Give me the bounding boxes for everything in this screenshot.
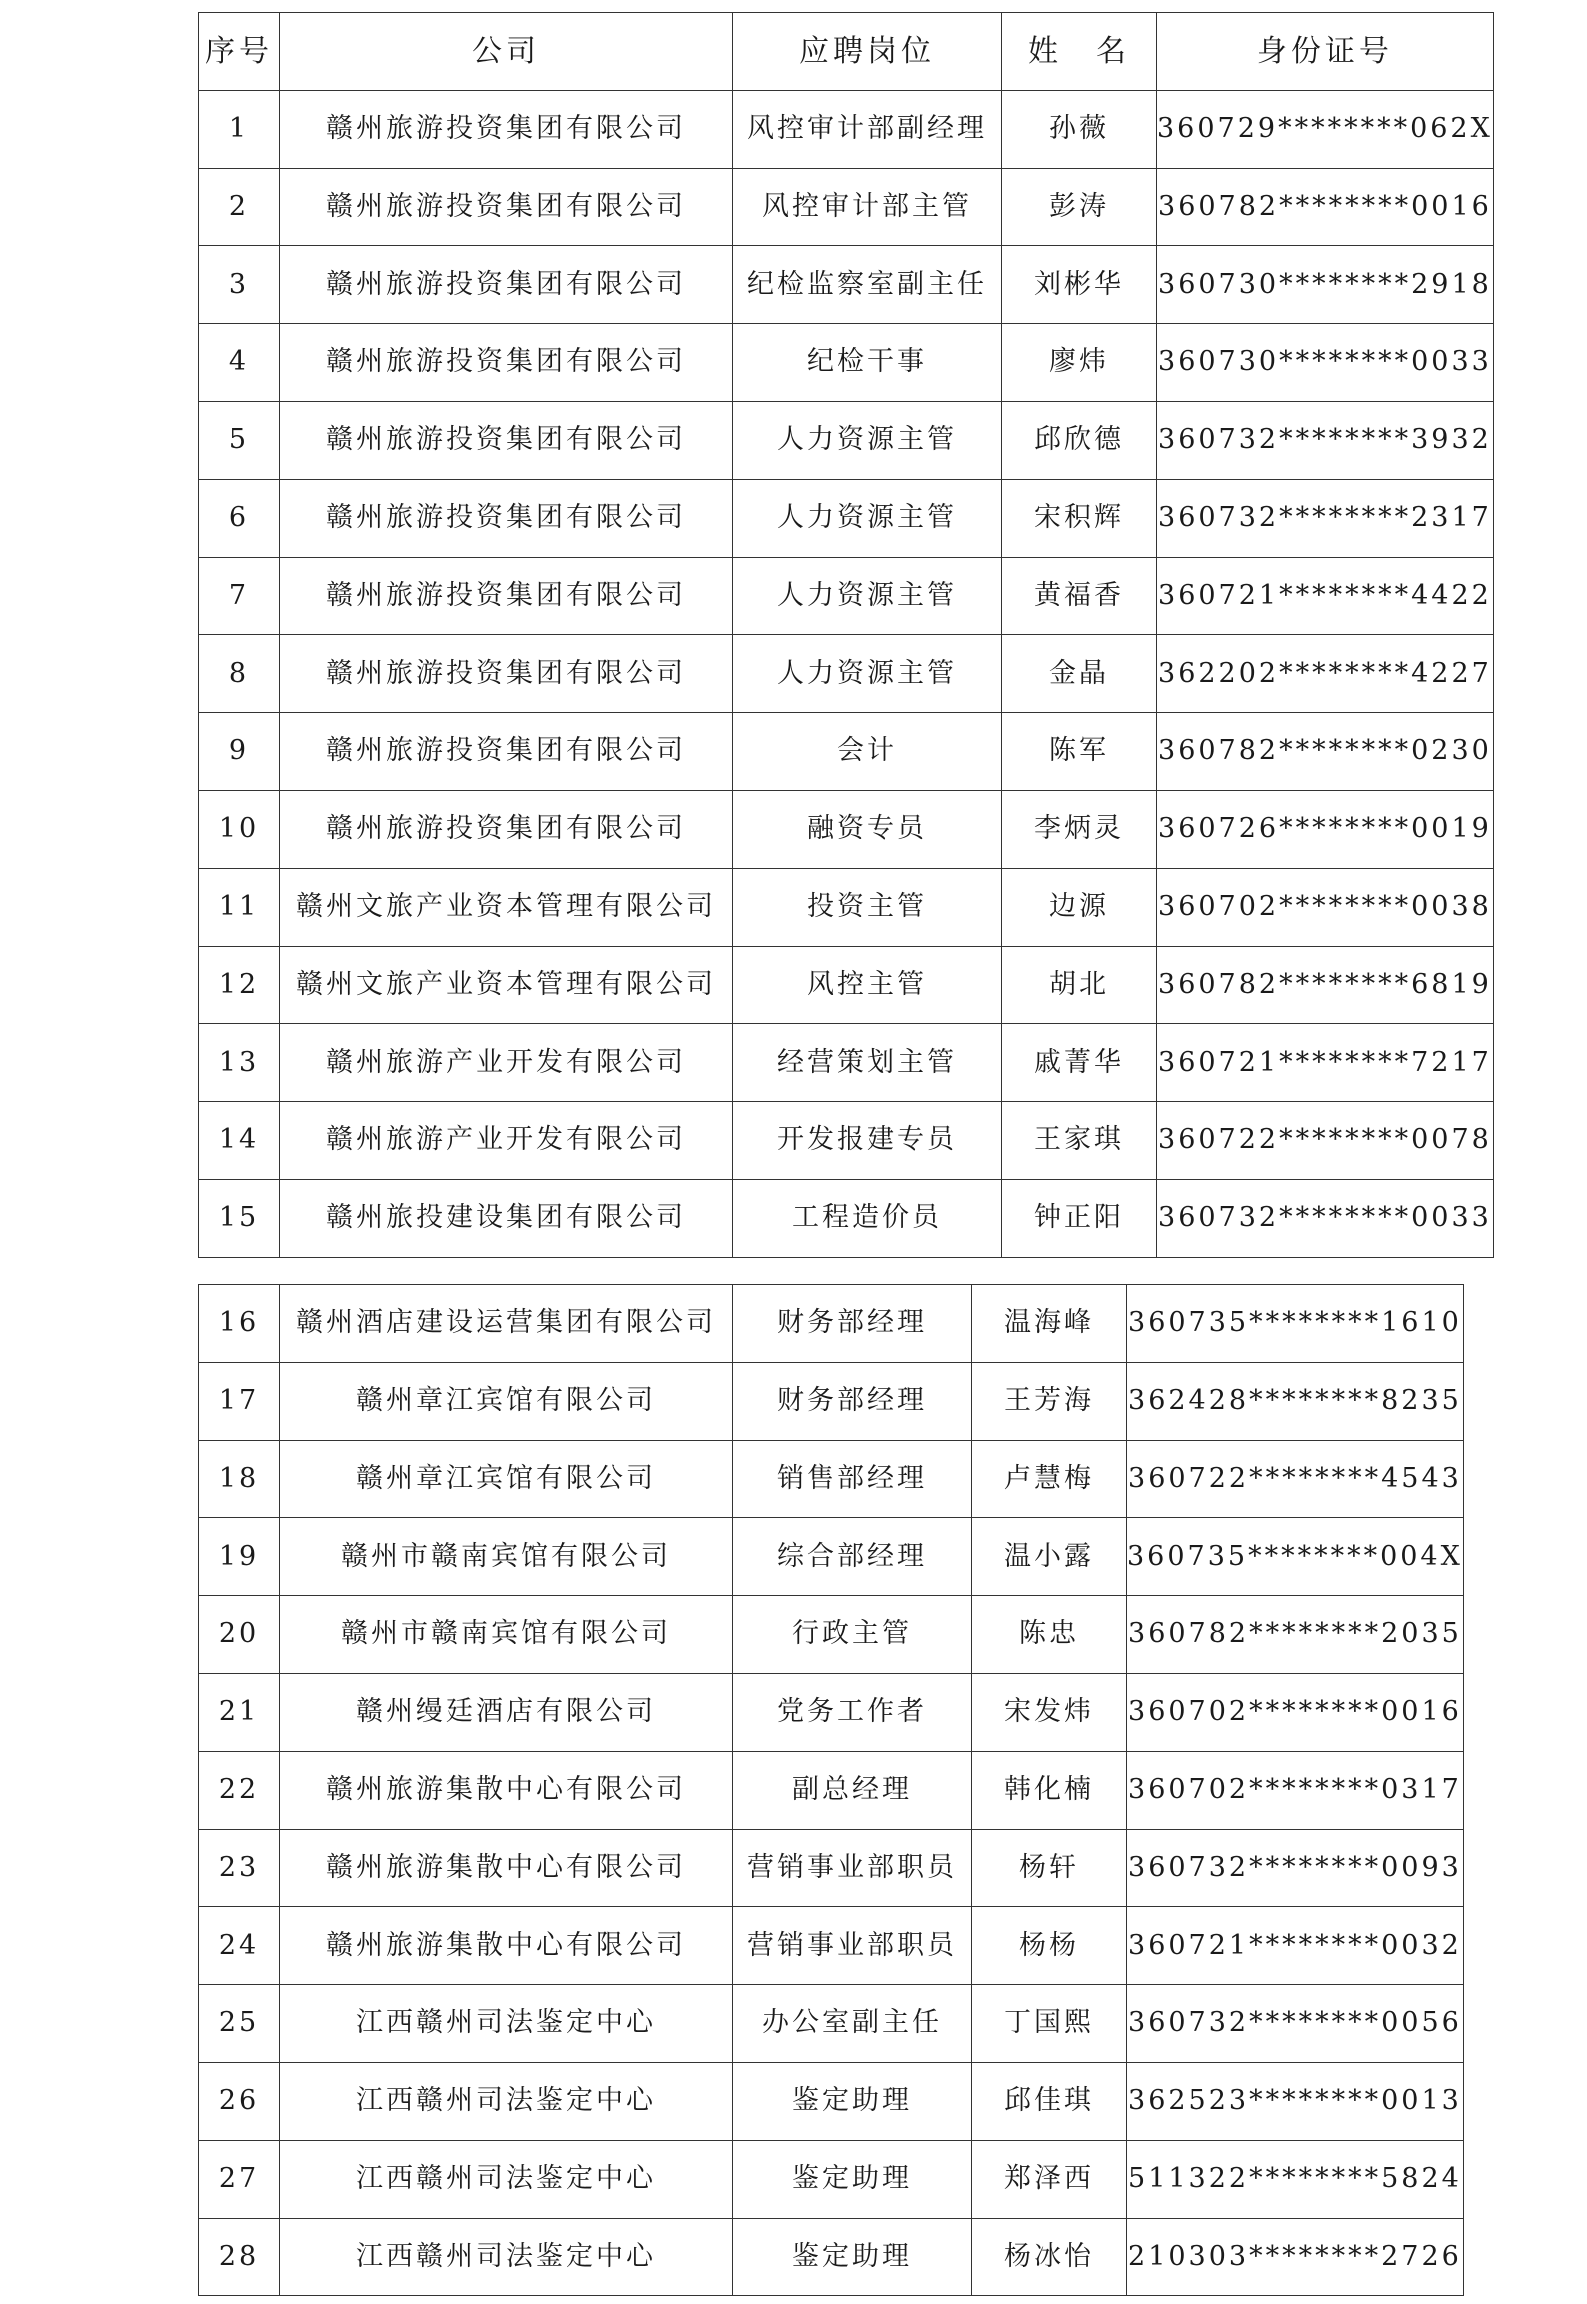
table-row xyxy=(199,1024,1494,1102)
header-name: 姓 名 xyxy=(1002,13,1157,91)
cell-company: 赣州旅游投资集团有限公司 xyxy=(280,324,733,402)
table-row xyxy=(199,1362,1464,1440)
cell-id-number: 360735********004X xyxy=(1127,1518,1464,1596)
cell-name: 刘彬华 xyxy=(1002,246,1157,324)
cell-position: 财务部经理 xyxy=(733,1285,972,1363)
cell-company: 赣州章江宾馆有限公司 xyxy=(280,1362,733,1440)
cell-company: 赣州旅游产业开发有限公司 xyxy=(280,1102,733,1180)
position-text: 营销事业部职员 xyxy=(747,1851,957,1883)
cell-position: 经营策划主管 xyxy=(733,1024,1002,1102)
cell-id-number: 360732********3932 xyxy=(1157,401,1494,479)
table-row xyxy=(199,1285,1464,1363)
cell-seq: 23 xyxy=(199,1829,280,1907)
cell-name: 邱欣德 xyxy=(1002,401,1157,479)
cell-seq: 20 xyxy=(199,1596,280,1674)
cell-company: 赣州旅游投资集团有限公司 xyxy=(280,246,733,324)
cell-company: 赣州旅游投资集团有限公司 xyxy=(280,790,733,868)
cell-company: 江西赣州司法鉴定中心 xyxy=(280,2062,733,2140)
cell-id-number: 360721********0032 xyxy=(1127,1907,1464,1985)
header-company: 公司 xyxy=(280,13,733,91)
cell-position: 行政主管 xyxy=(733,1596,972,1674)
cell-id-number: 360721********7217 xyxy=(1157,1024,1494,1102)
cell-company: 赣州旅游集散中心有限公司 xyxy=(280,1907,733,1985)
cell-name: 廖炜 xyxy=(1002,324,1157,402)
table-row xyxy=(199,1673,1464,1751)
cell-seq: 14 xyxy=(199,1102,280,1180)
cell-name: 卢慧梅 xyxy=(972,1440,1127,1518)
cell-position xyxy=(733,246,1002,324)
cell-name: 杨冰怡 xyxy=(972,2218,1127,2296)
cell-id-number: 360729********062X xyxy=(1157,90,1494,168)
position-text: 纪检监察室副主任 xyxy=(747,268,987,300)
cell-company: 赣州旅游投资集团有限公司 xyxy=(280,557,733,635)
cell-name: 丁国熙 xyxy=(972,1985,1127,2063)
position-text: 风控审计部主管 xyxy=(762,190,972,222)
table-row xyxy=(199,1179,1494,1257)
cell-position: 人力资源主管 xyxy=(733,479,1002,557)
table-row xyxy=(199,1829,1464,1907)
cell-seq: 1 xyxy=(199,90,280,168)
cell-company: 赣州酒店建设运营集团有限公司 xyxy=(280,1285,733,1363)
table-row xyxy=(199,1518,1464,1596)
cell-position xyxy=(733,90,1002,168)
cell-id-number: 511322********5824 xyxy=(1127,2140,1464,2218)
cell-company: 江西赣州司法鉴定中心 xyxy=(280,2140,733,2218)
cell-position: 融资专员 xyxy=(733,790,1002,868)
cell-id-number: 360732********0093 xyxy=(1127,1829,1464,1907)
cell-seq: 11 xyxy=(199,868,280,946)
cell-position: 销售部经理 xyxy=(733,1440,972,1518)
cell-name: 郑泽西 xyxy=(972,2140,1127,2218)
cell-id-number: 360782********0016 xyxy=(1157,168,1494,246)
roster-table-part-1 xyxy=(198,12,1494,1258)
cell-position: 党务工作者 xyxy=(733,1673,972,1751)
cell-seq: 9 xyxy=(199,713,280,791)
table-row xyxy=(199,713,1494,791)
cell-name: 金晶 xyxy=(1002,635,1157,713)
cell-id-number: 362202********4227 xyxy=(1157,635,1494,713)
roster-table-part-2 xyxy=(198,1284,1464,2296)
cell-seq: 16 xyxy=(199,1285,280,1363)
cell-seq: 28 xyxy=(199,2218,280,2296)
cell-seq: 5 xyxy=(199,401,280,479)
table-row xyxy=(199,2218,1464,2296)
cell-company: 赣州缦廷酒店有限公司 xyxy=(280,1673,733,1751)
cell-seq: 17 xyxy=(199,1362,280,1440)
cell-company: 赣州旅游投资集团有限公司 xyxy=(280,713,733,791)
cell-id-number: 360732********0056 xyxy=(1127,1985,1464,2063)
cell-company: 赣州章江宾馆有限公司 xyxy=(280,1440,733,1518)
table-row xyxy=(199,2062,1464,2140)
cell-name: 钟正阳 xyxy=(1002,1179,1157,1257)
table-row xyxy=(199,1985,1464,2063)
cell-seq: 8 xyxy=(199,635,280,713)
cell-name: 陈忠 xyxy=(972,1596,1127,1674)
cell-position: 风控主管 xyxy=(733,946,1002,1024)
cell-position: 工程造价员 xyxy=(733,1179,1002,1257)
cell-seq: 19 xyxy=(199,1518,280,1596)
cell-seq: 15 xyxy=(199,1179,280,1257)
cell-name: 温海峰 xyxy=(972,1285,1127,1363)
cell-position: 办公室副主任 xyxy=(733,1985,972,2063)
cell-id-number: 360730********0033 xyxy=(1157,324,1494,402)
cell-seq: 24 xyxy=(199,1907,280,1985)
header-position: 应聘岗位 xyxy=(733,13,1002,91)
table-header-row xyxy=(199,13,1494,91)
cell-seq: 6 xyxy=(199,479,280,557)
table-row xyxy=(199,168,1494,246)
cell-name: 孙薇 xyxy=(1002,90,1157,168)
cell-seq: 27 xyxy=(199,2140,280,2218)
cell-seq: 2 xyxy=(199,168,280,246)
cell-name: 杨杨 xyxy=(972,1907,1127,1985)
cell-position: 鉴定助理 xyxy=(733,2218,972,2296)
cell-id-number: 360782********0230 xyxy=(1157,713,1494,791)
cell-position: 财务部经理 xyxy=(733,1362,972,1440)
cell-seq: 21 xyxy=(199,1673,280,1751)
cell-position: 副总经理 xyxy=(733,1751,972,1829)
table-row xyxy=(199,246,1494,324)
cell-seq: 12 xyxy=(199,946,280,1024)
cell-position: 人力资源主管 xyxy=(733,635,1002,713)
cell-id-number: 360730********2918 xyxy=(1157,246,1494,324)
table-row xyxy=(199,868,1494,946)
table-row xyxy=(199,2140,1464,2218)
cell-id-number: 360702********0038 xyxy=(1157,868,1494,946)
cell-company: 赣州旅游投资集团有限公司 xyxy=(280,168,733,246)
cell-position xyxy=(733,1829,972,1907)
cell-id-number: 360722********0078 xyxy=(1157,1102,1494,1180)
cell-company: 赣州文旅产业资本管理有限公司 xyxy=(280,868,733,946)
cell-name: 黄福香 xyxy=(1002,557,1157,635)
table-row xyxy=(199,635,1494,713)
cell-position: 人力资源主管 xyxy=(733,557,1002,635)
cell-name: 韩化楠 xyxy=(972,1751,1127,1829)
cell-id-number: 210303********2726 xyxy=(1127,2218,1464,2296)
table-row xyxy=(199,324,1494,402)
cell-name: 邱佳琪 xyxy=(972,2062,1127,2140)
cell-company: 赣州旅游投资集团有限公司 xyxy=(280,401,733,479)
cell-seq: 25 xyxy=(199,1985,280,2063)
cell-position: 投资主管 xyxy=(733,868,1002,946)
cell-position xyxy=(733,168,1002,246)
table-row xyxy=(199,479,1494,557)
cell-name: 戚菁华 xyxy=(1002,1024,1157,1102)
cell-company: 赣州文旅产业资本管理有限公司 xyxy=(280,946,733,1024)
cell-name: 胡北 xyxy=(1002,946,1157,1024)
cell-id-number: 360782********2035 xyxy=(1127,1596,1464,1674)
table-row xyxy=(199,1102,1494,1180)
cell-id-number: 360732********0033 xyxy=(1157,1179,1494,1257)
table-row xyxy=(199,790,1494,868)
cell-name: 彭涛 xyxy=(1002,168,1157,246)
cell-seq: 22 xyxy=(199,1751,280,1829)
cell-name: 温小露 xyxy=(972,1518,1127,1596)
cell-company: 赣州旅游集散中心有限公司 xyxy=(280,1829,733,1907)
cell-id-number: 360735********1610 xyxy=(1127,1285,1464,1363)
cell-seq: 13 xyxy=(199,1024,280,1102)
cell-company: 赣州旅游产业开发有限公司 xyxy=(280,1024,733,1102)
position-text: 风控审计部副经理 xyxy=(747,113,987,145)
cell-position: 鉴定助理 xyxy=(733,2062,972,2140)
cell-name: 宋积辉 xyxy=(1002,479,1157,557)
cell-name: 李炳灵 xyxy=(1002,790,1157,868)
header-seq: 序号 xyxy=(199,13,280,91)
cell-id-number: 360721********4422 xyxy=(1157,557,1494,635)
cell-position: 人力资源主管 xyxy=(733,401,1002,479)
table-row xyxy=(199,1440,1464,1518)
cell-id-number: 360702********0317 xyxy=(1127,1751,1464,1829)
cell-position: 会计 xyxy=(733,713,1002,791)
table-row xyxy=(199,557,1494,635)
cell-id-number: 360782********6819 xyxy=(1157,946,1494,1024)
cell-position: 纪检干事 xyxy=(733,324,1002,402)
cell-company: 赣州旅游投资集团有限公司 xyxy=(280,90,733,168)
cell-name: 陈军 xyxy=(1002,713,1157,791)
cell-seq: 4 xyxy=(199,324,280,402)
cell-id-number: 362523********0013 xyxy=(1127,2062,1464,2140)
header-id-number: 身份证号 xyxy=(1157,13,1494,91)
cell-id-number: 360722********4543 xyxy=(1127,1440,1464,1518)
cell-name: 王家琪 xyxy=(1002,1102,1157,1180)
cell-position: 综合部经理 xyxy=(733,1518,972,1596)
position-text: 营销事业部职员 xyxy=(747,1929,957,1961)
table-row xyxy=(199,946,1494,1024)
cell-seq: 3 xyxy=(199,246,280,324)
table-row xyxy=(199,90,1494,168)
cell-name: 杨轩 xyxy=(972,1829,1127,1907)
cell-company: 赣州旅游投资集团有限公司 xyxy=(280,635,733,713)
cell-seq: 7 xyxy=(199,557,280,635)
cell-name: 宋发炜 xyxy=(972,1673,1127,1751)
cell-company: 赣州旅投建设集团有限公司 xyxy=(280,1179,733,1257)
table-row xyxy=(199,1596,1464,1674)
cell-seq: 26 xyxy=(199,2062,280,2140)
table-row xyxy=(199,1751,1464,1829)
cell-seq: 18 xyxy=(199,1440,280,1518)
table-row xyxy=(199,1907,1464,1985)
cell-name: 王芳海 xyxy=(972,1362,1127,1440)
cell-id-number: 362428********8235 xyxy=(1127,1362,1464,1440)
cell-company: 赣州市赣南宾馆有限公司 xyxy=(280,1518,733,1596)
cell-id-number: 360732********2317 xyxy=(1157,479,1494,557)
cell-seq: 10 xyxy=(199,790,280,868)
cell-company: 江西赣州司法鉴定中心 xyxy=(280,2218,733,2296)
cell-position: 开发报建专员 xyxy=(733,1102,1002,1180)
cell-position xyxy=(733,1907,972,1985)
table-row xyxy=(199,401,1494,479)
cell-company: 江西赣州司法鉴定中心 xyxy=(280,1985,733,2063)
cell-name: 边源 xyxy=(1002,868,1157,946)
cell-company: 赣州市赣南宾馆有限公司 xyxy=(280,1596,733,1674)
cell-id-number: 360702********0016 xyxy=(1127,1673,1464,1751)
cell-position: 鉴定助理 xyxy=(733,2140,972,2218)
cell-id-number: 360726********0019 xyxy=(1157,790,1494,868)
cell-company: 赣州旅游投资集团有限公司 xyxy=(280,479,733,557)
cell-company: 赣州旅游集散中心有限公司 xyxy=(280,1751,733,1829)
